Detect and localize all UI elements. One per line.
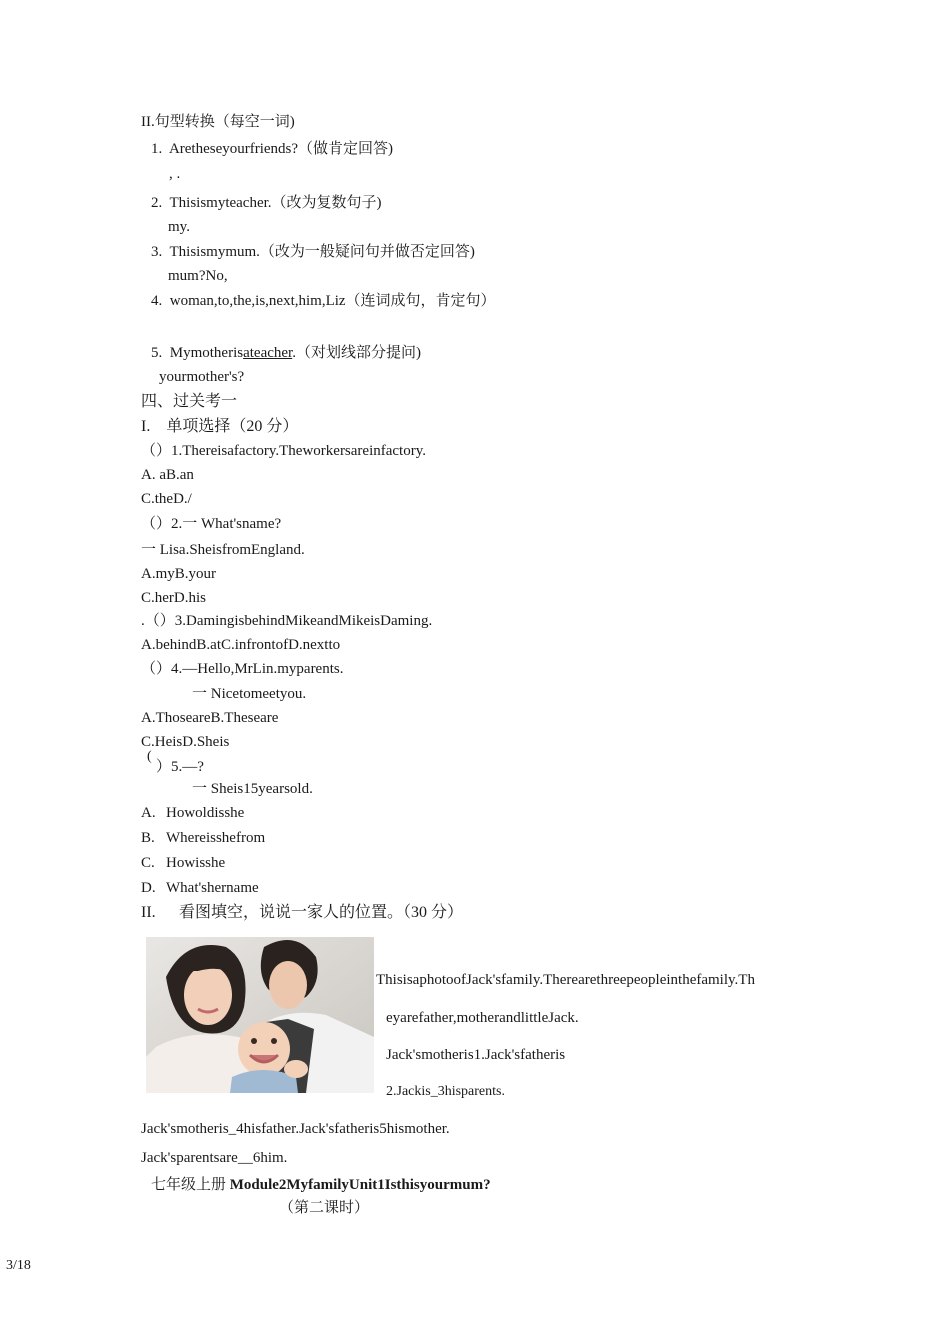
question-2 xyxy=(151,193,382,213)
mc-options-2a: A.myB.your xyxy=(141,566,216,582)
question-2-answer: my. xyxy=(168,219,190,235)
mc-options-2b: C.herD.his xyxy=(141,590,206,606)
part-2-heading xyxy=(141,903,463,923)
passage-line-2: eyarefather,motherandlittleJack. xyxy=(386,1010,579,1026)
lesson-grade: 七年级上册 xyxy=(151,1177,230,1193)
part-number: II. xyxy=(141,904,156,921)
mc-option-5c xyxy=(141,853,225,873)
underlined-part: ateacher xyxy=(243,345,293,361)
lesson-period: （第二课时） xyxy=(279,1200,370,1216)
mc-option-5d xyxy=(141,878,259,898)
option-letter: A. xyxy=(141,805,156,821)
question-5 xyxy=(151,343,421,363)
mc-reply-4: 一 Nicetomeetyou. xyxy=(192,686,307,702)
question-text: Thisismymum.（改为一般疑问句并做否定回答) xyxy=(169,244,475,260)
question-number: 1. xyxy=(151,141,163,157)
question-number: 2. xyxy=(151,195,163,211)
option-text: Howisshe xyxy=(166,855,226,871)
passage-line-1: ThisisaphotoofJack'sfamily.Therearethreepeopleinthefamily.Th xyxy=(376,972,755,988)
question-number: 4. xyxy=(151,293,163,309)
part-title: 单项选择（20 分） xyxy=(166,418,299,435)
question-text: Thisismyteacher.（改为复数句子) xyxy=(169,195,382,211)
lesson-title xyxy=(151,1175,491,1195)
mc-question-2: （）2.一 What'sname? xyxy=(141,516,282,532)
question-text-start: Mymotheris xyxy=(169,345,244,361)
mc-question-3: .（）3.DamingisbehindMikeandMikeisDaming. xyxy=(141,613,433,629)
page-number: 3/18 xyxy=(6,1258,31,1273)
mc-option-5b xyxy=(141,828,265,848)
mc-question-5: ）5.—? xyxy=(156,759,204,775)
part-number: I. xyxy=(141,418,151,435)
mc-options-3: A.behindB.atC.infrontofD.nextto xyxy=(141,637,341,653)
mc-reply-5: 一 Sheis15yearsold. xyxy=(192,781,313,797)
section-2-heading: II.句型转换（每空一词) xyxy=(141,114,295,130)
question-3 xyxy=(151,242,475,262)
mc-question-4: （）4.—Hello,MrLin.myparents. xyxy=(141,661,344,677)
section-4-heading: 四、过关考一 xyxy=(141,393,238,410)
question-text-end: .（对划线部分提问) xyxy=(292,345,421,361)
question-1-answer: , . xyxy=(169,166,181,182)
mc-question-1: （）1.Thereisafactory.Theworkersareinfactory. xyxy=(141,443,427,459)
option-letter: C. xyxy=(141,855,155,871)
part-1-heading xyxy=(141,417,298,437)
mc-options-1a: A. aB.an xyxy=(141,467,194,483)
option-text: Howoldisshe xyxy=(166,805,245,821)
mc-options-1b: C.theD./ xyxy=(141,491,192,507)
mc-option-5a xyxy=(141,803,244,823)
option-letter: B. xyxy=(141,830,155,846)
family-photo-illustration xyxy=(146,937,374,1093)
passage-line-6: Jack'sparentsare__6him. xyxy=(141,1150,288,1166)
question-3-answer: mum?No, xyxy=(168,268,228,284)
question-4 xyxy=(151,291,496,311)
mc-options-4b: C.HeisD.Sheis xyxy=(141,734,230,750)
family-photo xyxy=(146,937,374,1093)
passage-line-3: Jack'smotheris1.Jack'sfatheris xyxy=(386,1047,566,1063)
mc-options-4a: A.ThoseareB.Theseare xyxy=(141,710,279,726)
part-title: 看图填空，说说一家人的位置。（30 分） xyxy=(179,904,464,921)
lesson-module-title: Module2MyfamilyUnit1Isthisyourmum? xyxy=(229,1177,491,1193)
question-text: woman,to,the,is,next,him,Liz（连词成句，肯定句） xyxy=(169,293,496,309)
question-number: 5. xyxy=(151,345,163,361)
option-text: What'shername xyxy=(166,880,259,896)
question-text: Aretheseyourfriends?（做肯定回答) xyxy=(168,141,394,157)
mc-paren-5: ( xyxy=(147,749,152,764)
mc-reply-2: 一 Lisa.SheisfromEngland. xyxy=(141,542,305,558)
question-number: 3. xyxy=(151,244,163,260)
passage-line-5: Jack'smotheris_4hisfather.Jack'sfatheris5hismother. xyxy=(141,1121,450,1137)
question-1 xyxy=(151,139,393,159)
option-text: Whereisshefrom xyxy=(166,830,266,846)
passage-line-4: 2.Jackis_3hisparents. xyxy=(386,1084,505,1099)
question-5-answer: yourmother's? xyxy=(159,369,245,385)
option-letter: D. xyxy=(141,880,156,896)
